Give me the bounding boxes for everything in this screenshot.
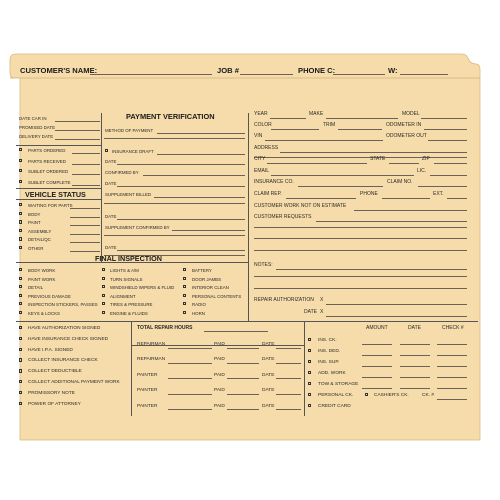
vehicle-status-line (70, 234, 100, 235)
payments-table-header: AMOUNT (366, 325, 388, 331)
vehicle-status-line (70, 251, 100, 252)
payment-label: INSURANCE DRAFT (112, 149, 154, 154)
parts-checkbox[interactable] (19, 180, 22, 183)
repair-hours-row-line (168, 348, 212, 349)
payments-date-line (400, 388, 430, 389)
inspection-checkbox[interactable] (102, 294, 105, 297)
info-address-line-2 (254, 157, 467, 158)
inspection-item: BODY WORK (28, 268, 56, 273)
info-label-odometer-out: ODOMETER OUT (386, 133, 427, 139)
info-label-lic: LIC. (417, 168, 427, 174)
vehicle-status-checkbox[interactable] (19, 246, 22, 249)
payments-date-line (400, 355, 430, 356)
checklist-item: HAVE I.P.A. SIGNED (28, 347, 73, 353)
parts-checkbox[interactable] (19, 159, 22, 162)
parts-checkbox[interactable] (19, 169, 22, 172)
inspection-item: ALIGNMENT (110, 293, 136, 299)
info-label-make: MAKE (309, 111, 324, 117)
repair-authorization-label: REPAIR AUTHORIZATION (254, 297, 314, 303)
bottom-section-divider (16, 321, 478, 322)
repair-authorization-line (326, 304, 467, 305)
info-line-odometer-in (424, 129, 467, 130)
info-label-trim: TRIM (323, 122, 336, 128)
payments-date-line (400, 344, 430, 345)
payments-table-checkbox[interactable] (308, 382, 311, 385)
payments-amount-line (362, 377, 392, 378)
vehicle-status-divider (16, 199, 102, 200)
info-label-customer-requests: CUSTOMER REQUESTS (254, 214, 312, 220)
payments-check-line (437, 377, 467, 378)
checklist-checkbox[interactable] (19, 348, 22, 351)
info-label-zip: ZIP (422, 156, 430, 162)
payment-label: METHOD OF PAYMENT (105, 128, 154, 133)
info-line-lic (430, 175, 467, 176)
payments-table-row-label: INS. DED. (318, 349, 341, 354)
w-label: W: (388, 66, 398, 75)
info-label-city: CITY (254, 156, 266, 162)
info-line-not-on-estimate (354, 210, 467, 211)
payments-table-row-label: PERSONAL CK. (318, 393, 354, 398)
info-line-ext (447, 198, 467, 199)
checklist-item: COLLECT DEDUCTIBLE (28, 369, 82, 375)
payments-table-checkbox[interactable] (308, 349, 311, 352)
info-label-insurance-co: INSURANCE CO. (254, 179, 294, 185)
payments-table-row-label: ADD. WORK (318, 371, 346, 376)
checklist-item: COLLECT ADDITIONAL PAYMENT WORK (28, 380, 120, 385)
payment-blank-line (104, 235, 245, 236)
inspection-item: ENGINE & FLUIDS (110, 310, 148, 316)
customer-requests-line (254, 238, 467, 239)
inspection-checkbox[interactable] (183, 311, 186, 314)
info-label-year: YEAR (254, 111, 268, 117)
info-line-odometer-out (428, 140, 467, 141)
inspection-item: INTERIOR CLEAN (192, 285, 229, 290)
payments-amount-line (362, 388, 392, 389)
info-label-claim-rep: CLAIM REP. (254, 191, 282, 197)
parts-divider (16, 188, 102, 189)
inspection-checkbox[interactable] (102, 268, 105, 271)
info-line-trim (338, 129, 382, 130)
inspection-item: DOOR JAMBS (192, 276, 222, 282)
payments-check-line (437, 344, 467, 345)
payment-blank-line (104, 203, 245, 204)
inspection-item: PAINT WORK (28, 276, 56, 282)
repair-hours-date-line (276, 394, 301, 395)
parts-line (72, 153, 100, 154)
parts-line (72, 185, 100, 186)
payment-line (143, 175, 245, 176)
customer-name-label: CUSTOMER'S NAME: (20, 66, 98, 75)
vehicle-status-label: DETAIL/QC (28, 237, 51, 243)
payments-table-row-label: INS. CK. (318, 338, 337, 343)
repair-hours-date-label: DATE (262, 388, 275, 394)
payments-table-checkbox[interactable] (308, 360, 311, 363)
cashiers-check-label: CASHIER'S CK. (374, 393, 409, 398)
inspection-checkbox[interactable] (183, 268, 186, 271)
payment-line (117, 250, 245, 251)
payments-table-checkbox[interactable] (308, 393, 311, 396)
middle-column-divider (248, 113, 249, 322)
info-label-state: STATE (370, 156, 386, 162)
ck-number-label: CK. # (422, 393, 434, 398)
vehicle-status-line (70, 208, 100, 209)
inspection-checkbox[interactable] (183, 277, 186, 280)
checklist-divider (131, 321, 132, 416)
checklist-item: POWER OF ATTORNEY (28, 401, 81, 407)
inspection-item: TIRES & PRESSURE (110, 302, 153, 307)
repair-hours-row-line (168, 394, 212, 395)
date-label: DELIVERY DATE (19, 134, 54, 139)
repair-hours-paid-line (227, 348, 259, 349)
notes-line (254, 276, 467, 277)
repair-hours-row-label: PAINTER (137, 388, 158, 394)
repair-hours-row-label: REPAIRMAN (137, 342, 166, 347)
inspection-checkbox[interactable] (102, 311, 105, 314)
inspection-checkbox[interactable] (19, 268, 22, 271)
date-label: PROMISED DATE (19, 125, 56, 130)
repair-hours-row-line (168, 409, 212, 410)
parts-line (72, 174, 100, 175)
repair-hours-date-line (276, 363, 301, 364)
repair-hours-paid-label: PAID (214, 372, 225, 378)
vehicle-status-title: VEHICLE STATUS (25, 190, 86, 199)
checklist-checkbox[interactable] (19, 402, 22, 405)
w-line (400, 74, 448, 75)
payment-label: DATE (105, 181, 117, 186)
inspection-item: LIGHTS & A/M (110, 268, 139, 273)
payments-table-checkbox[interactable] (308, 371, 311, 374)
info-line-model (421, 118, 467, 119)
customer-requests-line (254, 250, 467, 251)
payment-label: DATE (105, 245, 117, 250)
inspection-checkbox[interactable] (19, 294, 22, 297)
parts-label: SUBLET ORDERED (28, 169, 69, 174)
checklist-item: HAVE AUTHORIZATION SIGNED (28, 326, 101, 331)
payments-check-line (437, 355, 467, 356)
vehicle-status-label: WAITING FOR PARTS (28, 203, 73, 208)
parts-line (72, 164, 100, 165)
inspection-item: WINDSHIELD WIPERS & FLUID (110, 285, 175, 290)
inspection-checkbox[interactable] (183, 302, 186, 305)
payment-label: SUPPLEMENT CONFIRMED BY (105, 225, 170, 230)
vehicle-status-checkbox[interactable] (19, 229, 22, 232)
info-line-customer-requests (316, 221, 467, 222)
payment-line (117, 164, 245, 165)
inspection-checkbox[interactable] (183, 294, 186, 297)
parts-label: PARTS ORDERED (28, 148, 66, 153)
repair-hours-date-label: DATE (262, 342, 275, 347)
payments-date-line (400, 377, 430, 378)
info-label-ext: EXT. (433, 191, 444, 197)
info-line-year (270, 118, 306, 119)
repair-hours-date-label: DATE (262, 372, 275, 378)
repair-hours-row-label: PAINTER (137, 372, 158, 378)
payments-table-checkbox[interactable] (308, 404, 311, 407)
inspection-item: PERSONAL CONTENTS (192, 293, 242, 299)
payments-table-row-label: INS. SUP. (318, 360, 340, 365)
repair-hours-paid-label: PAID (214, 342, 225, 347)
payments-check-line (437, 366, 467, 367)
repair-hours-paid-label: PAID (214, 388, 225, 394)
total-repair-hours-line (204, 331, 268, 332)
checklist-checkbox[interactable] (19, 380, 22, 383)
info-label-phone: PHONE (360, 191, 378, 197)
checklist-checkbox[interactable] (19, 358, 22, 361)
vehicle-status-checkbox[interactable] (19, 237, 22, 240)
repair-hours-row-label: PAINTER (137, 403, 158, 409)
payments-table-header: DATE (408, 325, 421, 331)
inspection-item: BATTERY (192, 268, 212, 273)
info-label-notes: NOTES: (254, 262, 273, 268)
repair-hours-date-line (276, 348, 301, 349)
job-line (240, 74, 293, 75)
info-line-claim-rep (286, 198, 356, 199)
parts-label: PARTS RECEIVED (28, 158, 66, 164)
repair-hours-date-label: DATE (262, 357, 275, 363)
inspection-item: PREVIOUS DAMAGE (28, 293, 71, 299)
vehicle-status-line (70, 242, 100, 243)
info-line-color (271, 129, 319, 130)
info-label-claim-no: CLAIM NO. (387, 179, 413, 185)
repair-hours-date-line (276, 409, 301, 410)
payments-table-header: CHECK # (442, 325, 464, 331)
info-label-model: MODEL (402, 111, 420, 117)
vehicle-status-label: OTHER (28, 246, 44, 251)
info-label-email: EMAIL (254, 168, 270, 174)
payment-line (157, 154, 245, 155)
payments-check-line (437, 388, 467, 389)
checklist-checkbox[interactable] (19, 391, 22, 394)
info-line-email (271, 175, 414, 176)
checklist-item: COLLECT INSURANCE CHECK (28, 358, 98, 364)
inspection-checkbox[interactable] (19, 285, 22, 288)
inspection-item: HORN (192, 310, 205, 316)
vehicle-status-line (70, 225, 100, 226)
inspection-checkbox[interactable] (19, 277, 22, 280)
payment-line (157, 133, 245, 134)
inspection-item: INSPECTION STICKERS, PASSES (28, 302, 98, 307)
cashiers-check-checkbox[interactable] (365, 393, 368, 396)
vehicle-status-checkbox[interactable] (19, 212, 22, 215)
dates-divider (16, 145, 102, 146)
info-line-phone (382, 198, 430, 199)
checklist-checkbox[interactable] (19, 369, 22, 372)
inspection-item: KEYS & LOCKS (28, 310, 60, 316)
repair-hours-row-label: REPAIRMAN (137, 357, 166, 363)
payments-amount-line (362, 344, 392, 345)
payments-date-line (400, 366, 430, 367)
repair-hours-paid-line (227, 394, 259, 395)
info-line-state (389, 163, 419, 164)
inspection-checkbox[interactable] (102, 285, 105, 288)
info-line-zip (434, 163, 467, 164)
repair-hours-paid-line (227, 409, 259, 410)
repair-hours-paid-label: PAID (214, 403, 225, 409)
inspection-checkbox[interactable] (102, 277, 105, 280)
payments-table-row-label: CREDIT CARD (318, 404, 351, 409)
date-line (55, 139, 100, 140)
date-label: DATE CAR IN (19, 116, 47, 121)
checklist-checkbox[interactable] (19, 326, 22, 329)
payment-verification-title: PAYMENT VERIFICATION (126, 112, 215, 121)
info-label-not-on-estimate: CUSTOMER WORK NOT ON ESTIMATE (254, 203, 347, 209)
repair-authorization-date-x: X (320, 309, 324, 315)
payment-label: DATE (105, 214, 117, 219)
payments-table-checkbox[interactable] (308, 338, 311, 341)
info-line-city (267, 163, 367, 164)
info-line-vin (265, 140, 383, 141)
info-label-color: COLOR (254, 122, 272, 128)
date-line (55, 130, 100, 131)
info-line-make (326, 118, 398, 119)
payment-line (117, 219, 245, 220)
payment-label: DATE (105, 159, 117, 164)
vehicle-status-label: BODY (28, 211, 41, 217)
insurance-draft-checkbox[interactable] (105, 149, 108, 152)
total-repair-hours-label: TOTAL REPAIR HOURS (137, 325, 193, 331)
info-line-insurance-co (298, 186, 383, 187)
customer-requests-line (254, 227, 467, 228)
info-label-vin: VIN (254, 133, 263, 139)
info-line-address (280, 152, 467, 153)
payments-amount-line (362, 355, 392, 356)
repair-authorization-x: X (320, 297, 324, 303)
payment-line (117, 186, 245, 187)
inspection-item: RADIO (192, 302, 206, 307)
info-label-odometer-in: ODOMETER IN (386, 122, 422, 128)
vehicle-status-label: PAINT (28, 220, 41, 226)
vehicle-status-label: ASSEMBLY (28, 228, 52, 234)
payments-table-row-label: TOW & STORAGE (318, 382, 359, 387)
repair-hours-paid-line (227, 378, 259, 379)
ck-number-line (437, 399, 467, 400)
repair-hours-paid-line (227, 363, 259, 364)
payment-line (172, 230, 245, 231)
repair-hours-paid-label: PAID (214, 357, 225, 363)
inspection-checkbox[interactable] (19, 311, 22, 314)
checklist-checkbox[interactable] (19, 337, 22, 340)
repair-hours-date-line (276, 378, 301, 379)
parts-checkbox[interactable] (19, 148, 22, 151)
checklist-item: PROMISSORY NOTE (28, 390, 76, 396)
payments-table-divider (304, 321, 305, 416)
repair-hours-row-line (168, 378, 212, 379)
notes-line (254, 288, 467, 289)
payment-line (154, 197, 245, 198)
repair-authorization-date-label: DATE (304, 309, 317, 315)
repair-hours-row-line (168, 363, 212, 364)
job-label: JOB # (217, 66, 239, 75)
repair-hours-date-label: DATE (262, 403, 275, 409)
inspection-checkbox[interactable] (183, 285, 186, 288)
inspection-item: TURN SIGNALS (110, 276, 143, 282)
info-line-notes (276, 269, 467, 270)
date-line (55, 121, 100, 122)
vehicle-status-checkbox[interactable] (19, 220, 22, 223)
phone-c-label: PHONE C: (298, 66, 336, 75)
customer-name-line (90, 74, 212, 75)
info-label-address: ADDRESS (254, 145, 279, 151)
checklist-item: HAVE INSURANCE CHECK SIGNED (28, 336, 109, 342)
payment-label: CONFIRMED BY (105, 170, 139, 175)
parts-label: SUBLET COMPLETE (28, 179, 71, 185)
inspection-item: DETAIL (28, 285, 44, 290)
vehicle-status-checkbox[interactable] (19, 203, 22, 206)
final-inspection-title: FINAL INSPECTION (95, 254, 162, 263)
inspection-checkbox[interactable] (102, 302, 105, 305)
info-line-claim-no (418, 186, 467, 187)
payment-label: SUPPLEMENT BILLED (105, 192, 152, 197)
payments-amount-line (362, 366, 392, 367)
payment-blank-line (104, 138, 245, 139)
vehicle-status-line (70, 217, 100, 218)
repair-authorization-date-line (326, 316, 467, 317)
phone-c-line (333, 74, 385, 75)
inspection-checkbox[interactable] (19, 302, 22, 305)
